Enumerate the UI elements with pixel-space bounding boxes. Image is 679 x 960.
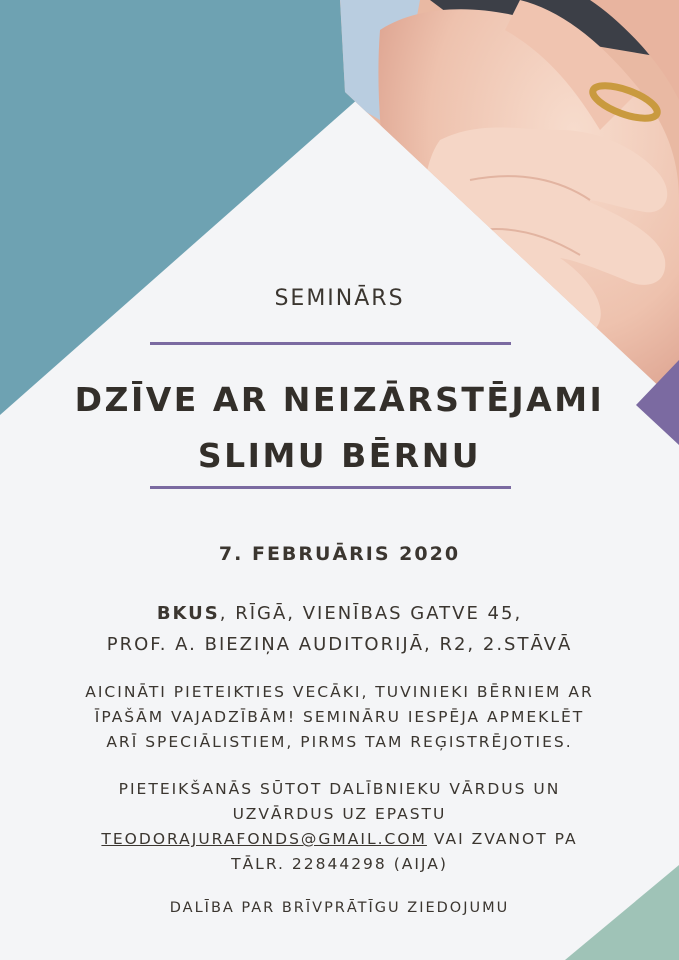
event-date: 7. FEBRUĀRIS 2020 [218, 543, 461, 565]
venue-line-2: PROF. A. BIEZIŅA AUDITORIJĀ, R2, 2.STĀVĀ [106, 634, 573, 655]
invitation-text [0, 680, 679, 755]
venue-organization: BKUS [156, 603, 220, 624]
invitation-line-3: ARĪ SPECIĀLISTIEM, PIRMS TAM REĢISTRĒJOTIES. [106, 733, 573, 751]
seminar-kicker: SEMINĀRS [274, 286, 405, 311]
registration-line-3 [0, 827, 679, 852]
title-rule-bottom [150, 486, 511, 489]
invitation-line-1: AICINĀTI PIETEIKTIES VECĀKI, TUVINIEKI BĒRNIEM AR [85, 683, 594, 701]
registration-line-1: PIETEIKŠANĀS SŪTOT DALĪBNIEKU VĀRDUS UN [118, 780, 561, 798]
title-line-2: SLIMU BĒRNU [197, 436, 482, 475]
registration-phone-intro: VAI ZVANOT PA [426, 830, 578, 848]
participation-note: DALĪBA PAR BRĪVPRĀTĪGU ZIEDOJUMU [169, 900, 510, 916]
registration-text [0, 777, 679, 877]
registration-line-4: TĀLR. 22844298 (AIJA) [231, 855, 448, 873]
invitation-line-2: ĪPAŠĀM VAJADZĪBĀM! SEMINĀRU IESPĒJA APMEKLĒT [94, 708, 585, 726]
title-rule-top [150, 342, 511, 345]
venue-line-1 [0, 598, 679, 629]
event-venue [0, 598, 679, 660]
hands-photo [330, 0, 679, 420]
email-link[interactable]: TEODORAJURAFONDS@GMAIL.COM [101, 830, 427, 848]
page-title [0, 372, 679, 484]
venue-address: , RĪGĀ, VIENĪBAS GATVE 45, [219, 603, 523, 624]
title-line-1: DZĪVE AR NEIZĀRSTĒJAMI [74, 380, 605, 419]
registration-line-2: UZVĀRDUS UZ EPASTU [232, 805, 447, 823]
